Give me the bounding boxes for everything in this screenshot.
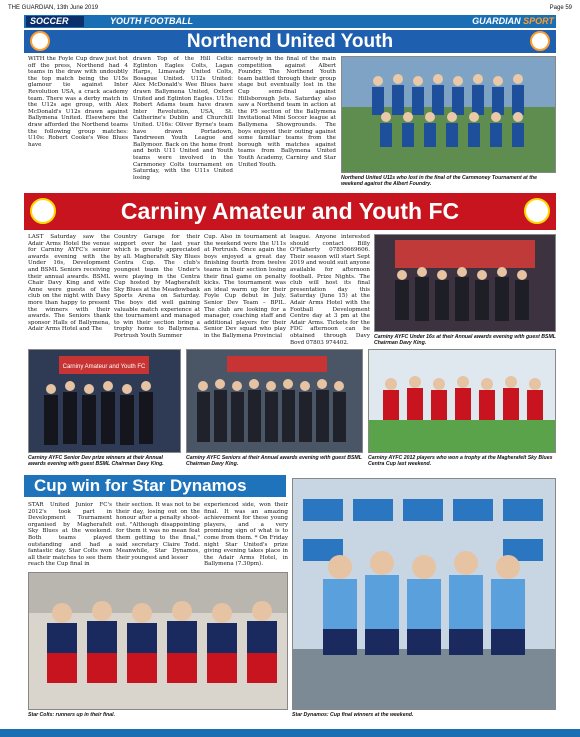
article-column: league. Anyone interested should contact Billy O'Flaherty 07850669606. Their season will start Sept 2019 and would suit anyone available for afternoon football. Prize Nights. The club will host its final presentation day this Saturday (June 15) at the Adair Arms Hotel with the Football Development Centre day at 3 pm at the Adair Arms. Tickets for the FDC afternoon can be obtained through Davy Boyd 07803 974402. bbox=[290, 234, 370, 344]
guardian-sport-logo bbox=[472, 16, 554, 27]
photo-caption: Carniny AYFC 2012 players who won a trophy at the Magherafelt Sky Blues Centra Cup last weekend. bbox=[368, 455, 553, 467]
photo-star-colts bbox=[28, 572, 288, 710]
brand-guardian: GUARDIAN bbox=[472, 16, 521, 26]
article-column: Cup. Also in tournament at the weekend were the U11s at Portrush. Once again the boys enjoyed a great day finishing fourth from twelve teams in their section losing their final game on penalty kicks. The tournament was an ideal warm up for their Foyle Cup debut in July. Senior Dev Team – BPIL. The club are looking for a manager, coaching staff and additional players for their Senior Dev squad who play in the Ballymena Provincial bbox=[204, 234, 286, 339]
article-column: WITH the Foyle Cup draw just hot off the press, Northend had 4 teams in the draw with undoubtly the top match being the U15s glamour tie against Inter Revolution USA, a crack academy team. There was a derby match in the U12s age group, with Alex McDonald's U12s drawn against Ballymena United. Elsewhere the draw afforded the Northend teams the following group matches: U10s: Robert Cooke's Wee Blues have bbox=[28, 56, 128, 148]
club-crest-icon bbox=[524, 198, 550, 224]
photo-star-dynamos bbox=[292, 478, 556, 710]
page-number: Page 59 bbox=[549, 5, 572, 11]
article-column: narrowly in the final of the main competition against Albert Foundry. The Northend Youth team battled through their group stage but eventually lost in the Cup semi-final against Hillsborough Jets. Saturday also saw a Northend team in action at the P5 section of the Ballymena Invitational Mini Soccer league at Ballymena Showgrounds. The boys enjoyed their outing against some familiar teams from the borough with matches against teams from Ballymena United Youth Academy, Carniny and Star United Youth. bbox=[238, 56, 336, 168]
club-crest-icon bbox=[30, 31, 50, 51]
club-crest-icon bbox=[30, 198, 56, 224]
headline-northend: Northend United Youth bbox=[24, 30, 556, 53]
article-column: STAR United Junior FC's 2012's took part in Development Tournament organised by Magherafelt Sky Blues at the weekend. Both teams played outstanding and had a fantastic day. Star Colts won all their matches to see them reach the Cup final in bbox=[28, 502, 112, 568]
article-column: drawn Top of the Hill Celtic Eglinton Eagles Colts, Lagan Harps, Limavady United Colts, Bosague United. U12s United: Alex McDonald's Wee Blues have drawn Ballymena United, Oxford United and Eglinton Eagles. U15s: Robert Adams team have drawn Inter Revolution, USA, St. Catherine's Dublin and Churchill United. U16s: Oliver Byrne's team have drawn Portadown, Tandrween Youth League and Ballymoor. Back on the home front and both U11 United and Youth teams were involved in the Carnmoney Colts tournament on Saturday, with the U11s United losing bbox=[133, 56, 233, 181]
page-date: THE GUARDIAN, 13th June 2019 bbox=[8, 5, 99, 11]
article-column: LAST Saturday saw the Adair Arms Hotel the venue for Carniny AYFC's senior awards evening with the Under 16s, Development and BSML Seniors receiving their annual awards. BSML Chair Davy King and wife Anne were guests of the club on the night with Davy more than happy to present the winners with their awards. The Seniors thank sponsor Halls of Ballymena, Adair Arms Hotel and The bbox=[28, 234, 110, 333]
section-youth-football: YOUTH FOOTBALL bbox=[110, 16, 193, 26]
photo-carniny-u16 bbox=[374, 234, 556, 332]
photo-caption: Carniny AYFC Senior Dev prize winners at their Annual awards evening with guest BSML Chairman Davy King. bbox=[28, 455, 164, 467]
photo-caption: Star Colts: runners up in their final. bbox=[28, 712, 116, 718]
photo-northend-team bbox=[341, 56, 556, 173]
photo-caption: Carniny AYFC Under 16s at their Annual awards evening with guest BSML Chairman Davy King. bbox=[374, 334, 556, 346]
article-column: their section. It was not to be their day, losing out on the honour after a penalty shoot-out. "Although disappointing for them it was no mean feat them getting to the final," said secretary Claire Todd. Meanwhile, Star Dynamos, their youngest and lesser bbox=[116, 502, 200, 561]
brand-sport: SPORT bbox=[523, 16, 554, 26]
headline-carniny: Carniny Amateur and Youth FC bbox=[24, 193, 556, 230]
footer-bar bbox=[0, 729, 580, 737]
photo-carniny-seniors bbox=[186, 349, 363, 453]
section-soccer: SOCCER bbox=[26, 16, 84, 27]
club-crest-icon bbox=[530, 31, 550, 51]
article-column: Country Garage for their support over he last year which is greatly appreciated by all. Magherafelt Sky Blues Centra Cup. The club's youngest team the Under's were playing in the Centra Cup hosted by Magherafelt Sky Blues at the Meadowbank Sports Arena on Saturday. The boys did well gaining valuable match experience at the tournament and managed to win their section bring a trophy home to Ballymena. Portrush Youth Summer bbox=[114, 234, 200, 339]
headline-star-dynamos: Cup win for Star Dynamos bbox=[24, 475, 286, 497]
photo-caption: Star Dynamos: Cup final winners at the weekend. bbox=[292, 712, 414, 718]
svg-text:Carniny Amateur and Youth FC: Carniny Amateur and Youth FC bbox=[62, 364, 146, 370]
photo-caption: Northend United U11s who lost in the final of the Carnmoney Tournament at the weekend against the Albert Foundry. bbox=[341, 175, 537, 187]
photo-carniny-2012 bbox=[368, 349, 556, 453]
article-column: experienced side, won their final. It was an amazing achievement for these young players, and a very promising sign of what is to come from them. * On Friday night Star United's prize giving evening takes place in the Adair Arms Hotel, in Ballymena (7.30pm). bbox=[204, 502, 288, 568]
photo-carniny-senior-dev bbox=[28, 349, 181, 453]
photo-caption: Carniny AYFC Seniors at their Annual awards evening with guest BSML Chairman Davy King. bbox=[186, 455, 362, 467]
